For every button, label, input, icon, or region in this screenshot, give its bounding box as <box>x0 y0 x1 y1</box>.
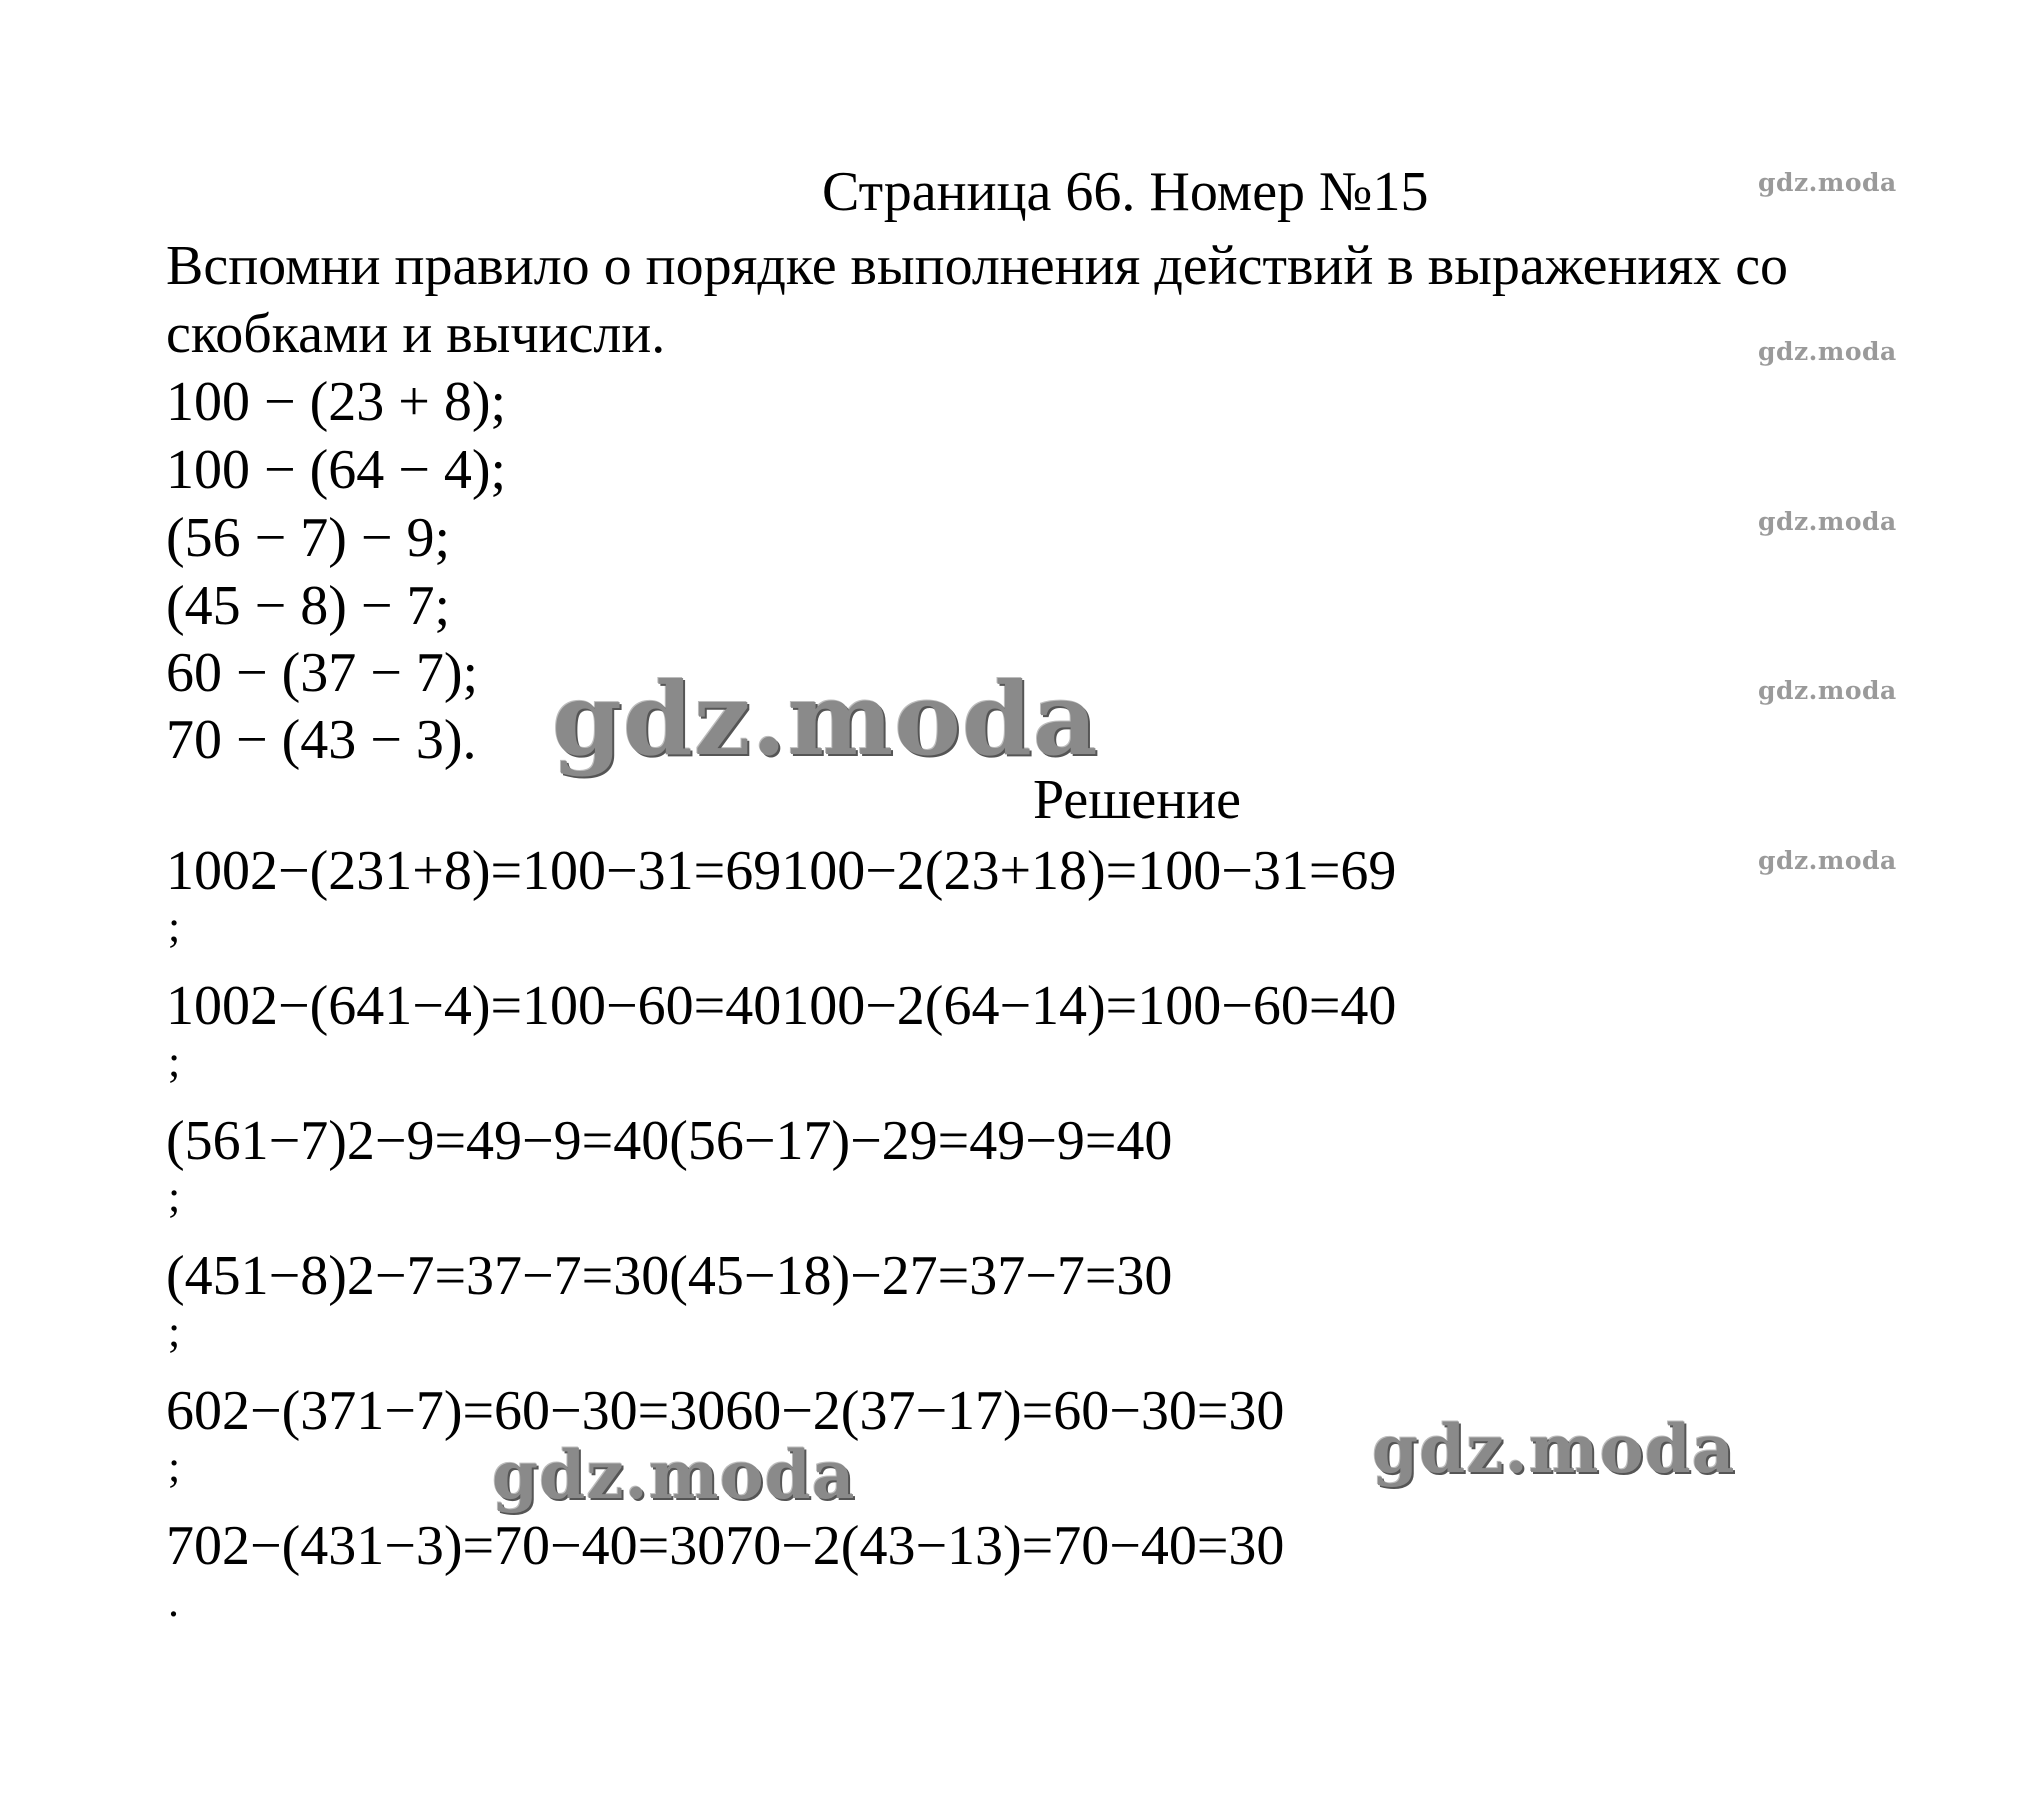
solution-line-5: 602−(371−7)=60−30=3060−2(37−17)=60−30=30 <box>166 1380 1285 1442</box>
expression-6: 70 − (43 − 3). <box>166 709 477 771</box>
solution-separator-2: ; <box>168 1037 181 1086</box>
watermark-small-1: gdz.moda <box>1758 168 1897 197</box>
watermark-small-2: gdz.moda <box>1758 337 1897 366</box>
solution-heading: Решение <box>1033 769 1242 831</box>
expression-4: (45 − 8) − 7; <box>166 575 451 637</box>
watermark-large-2: gdz.moda <box>492 1436 856 1514</box>
solution-separator-5: ; <box>168 1442 181 1491</box>
expression-3: (56 − 7) − 9; <box>166 507 451 569</box>
watermark-small-3: gdz.moda <box>1758 507 1897 536</box>
solution-line-1: 1002−(231+8)=100−31=69100−2(23+18)=100−31=69 <box>166 840 1397 902</box>
solution-separator-4: ; <box>168 1307 181 1356</box>
watermark-small-5: gdz.moda <box>1758 846 1897 875</box>
solution-line-3: (561−7)2−9=49−9=40(56−17)−29=49−9=40 <box>166 1110 1173 1172</box>
expression-2: 100 − (64 − 4); <box>166 439 507 501</box>
solution-line-6: 702−(431−3)=70−40=3070−2(43−13)=70−40=30 <box>166 1515 1285 1577</box>
task-text-line-1: Вспомни правило о порядке выполнения действий в выражениях со <box>166 235 1789 297</box>
watermark-large-1: gdz.moda <box>552 660 1099 778</box>
solution-line-4: (451−8)2−7=37−7=30(45−18)−27=37−7=30 <box>166 1245 1173 1307</box>
task-text-line-2: скобками и вычисли. <box>166 303 666 365</box>
watermark-small-4: gdz.moda <box>1758 676 1897 705</box>
expression-1: 100 − (23 + 8); <box>166 371 507 433</box>
page-title: Страница 66. Номер №15 <box>822 161 1429 223</box>
solution-separator-3: ; <box>168 1172 181 1221</box>
watermark-large-3: gdz.moda <box>1372 1410 1736 1488</box>
solution-line-2: 1002−(641−4)=100−60=40100−2(64−14)=100−60=40 <box>166 975 1397 1037</box>
solution-separator-1: ; <box>168 902 181 951</box>
solution-separator-6: . <box>168 1577 179 1626</box>
expression-5: 60 − (37 − 7); <box>166 642 479 704</box>
